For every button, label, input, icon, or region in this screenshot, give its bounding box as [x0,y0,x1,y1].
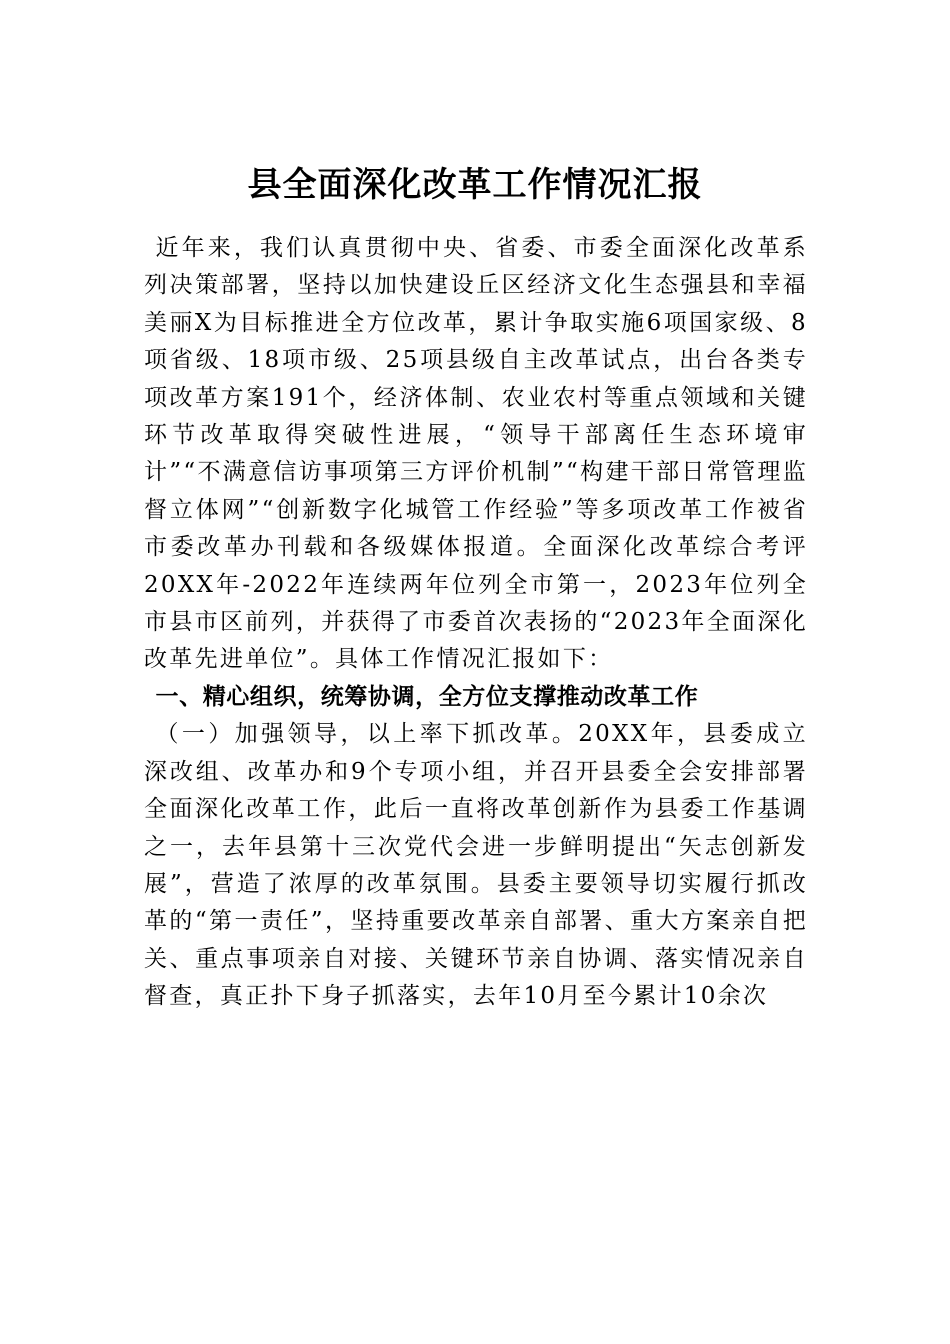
intro-paragraph: 近年来，我们认真贯彻中央、省委、市委全面深化改革系列决策部署，坚持以加快建设丘区经济文化生态强县和幸福美丽X为目标推进全方位改革，累计争取实施6项国家级、8项省级、18项市级、25项县级自主改革试点，出台各类专项改革方案191个，经济体制、农业农村等重点领域和关键环节改革取得突破性进展，“领导干部离任生态环境审计”“不满意信访事项第三方评价机制”“构建干部日常管理监督立体网”“创新数字化城管工作经验”等多项改革工作被省市委改革办刊载和各级媒体报道。全面深化改革综合考评20XX年-2022年连续两年位列全市第一，2023年位列全市县市区前列，并获得了市委首次表扬的“2023年全面深化改革先进单位”。具体工作情况汇报如下： [144,235,808,673]
section-1-heading: 一、精心组织，统筹协调，全方位支撑推动改革工作 [155,683,699,710]
section-1-paragraph-1: （一）加强领导，以上率下抓改革。20XX年，县委成立深改组、改革办和9个专项小组，并召开县委全会安排部署全面深化改革工作，此后一直将改革创新作为县委工作基调之一，去年县第十三次党代会进一步鲜明提出“矢志创新发展”，营造了浓厚的改革氛围。县委主要领导切实履行抓改革的“第一责任”，坚持重要改革亲自部署、重大方案亲自把关、重点事项亲自对接、关键环节亲自协调、落实情况亲自督查，真正扑下身子抓落实，去年10月至今累计10余次 [144,721,808,1010]
document-body [144,230,808,1016]
document-title: 县全面深化改革工作情况汇报 [247,165,703,205]
